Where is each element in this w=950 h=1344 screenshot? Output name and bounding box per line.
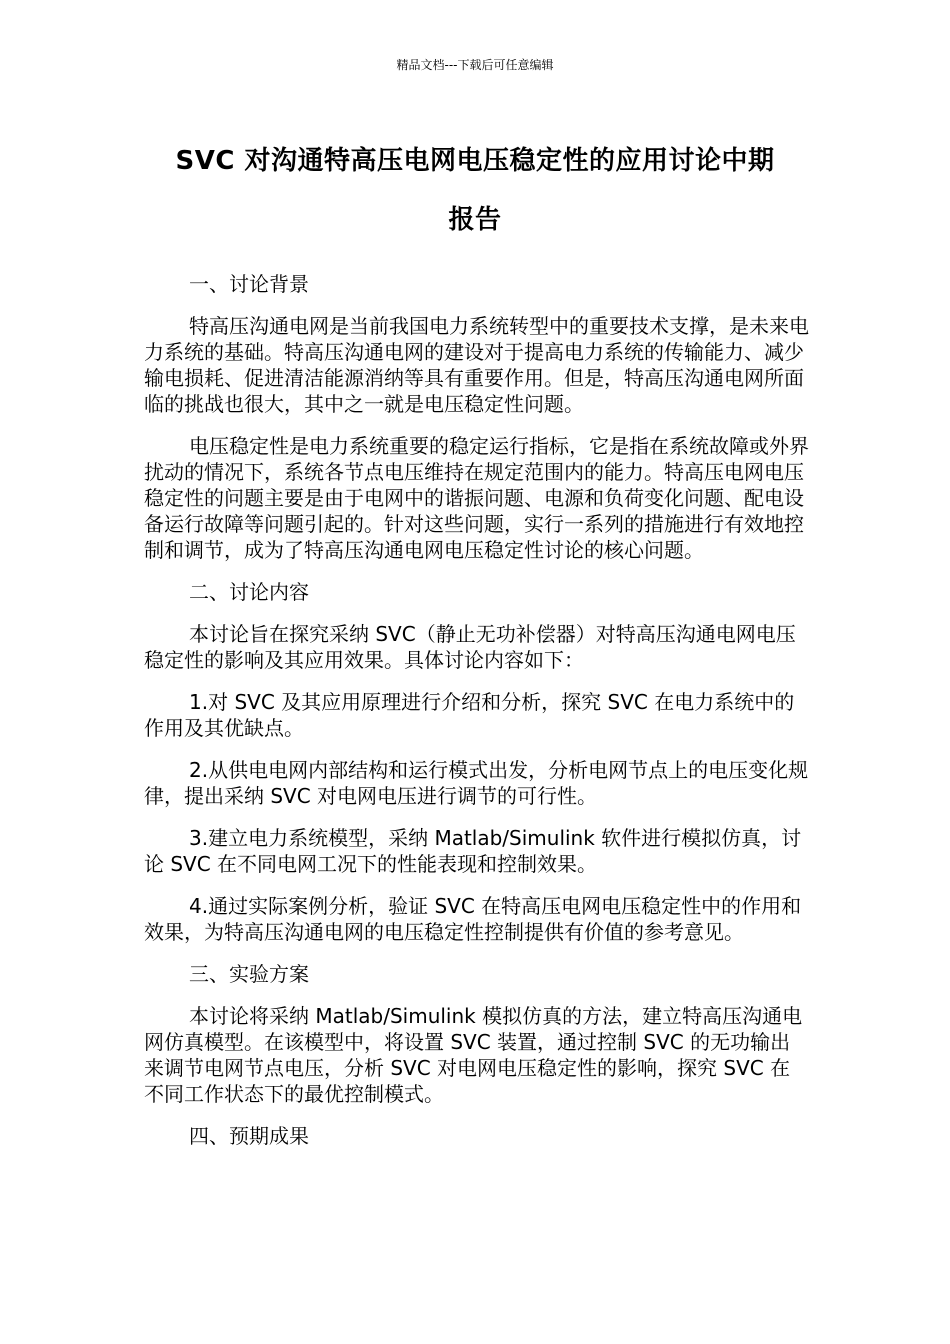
paragraph-content-intro: 本讨论旨在探究采纳 SVC（静止无功补偿器）对特高压沟通电网电压稳定性的影响及其应用效果。具体讨论内容如下： — [144, 622, 796, 672]
section-heading-background: 一、讨论背景 — [189, 272, 309, 296]
document-title — [140, 132, 810, 250]
document-body — [144, 271, 810, 1149]
paragraph-background-2: 电压稳定性是电力系统重要的稳定运行指标，它是指在系统故障或外界扰动的情况下，系统各节点电压维持在规定范围内的能力。特高压电网电压稳定性的问题主要是由于电网中的谐振问题、电源和负荷变化问题、配电设备运行故障等问题引起的。针对这些问题，实行一系列的措施进行有效地控制和调节，成为了特高压沟通电网电压稳定性讨论的核心问题。 — [144, 434, 809, 562]
paragraph-experiment-plan: 本讨论将采纳 Matlab/Simulink 模拟仿真的方法，建立特高压沟通电网仿真模型。在该模型中，将设置 SVC 装置，通过控制 SVC 的无功输出来调节电网节点电压，分析 SVC 对电网电压稳定性的影响，探究 SVC 在不同工作状态下的最优控制模式。 — [144, 1004, 803, 1106]
document-title-line-1: SVC 对沟通特高压电网电压稳定性的应用讨论中期 — [175, 146, 775, 176]
content-item-2: 2.从供电电网内部结构和运行模式出发，分析电网节点上的电压变化规律，提出采纳 SVC 对电网电压进行调节的可行性。 — [144, 758, 809, 808]
document-title-line-2: 报告 — [448, 205, 502, 235]
content-item-4: 4.通过实际案例分析，验证 SVC 在特高压电网电压稳定性中的作用和效果，为特高压沟通电网的电压稳定性控制提供有价值的参考意见。 — [144, 894, 802, 944]
paragraph-background-1: 特高压沟通电网是当前我国电力系统转型中的重要技术支撑，是未来电力系统的基础。特高压沟通电网的建设对于提高电力系统的传输能力、减少输电损耗、促进清洁能源消纳等具有重要作用。但是，特高压沟通电网所面临的挑战也很大，其中之一就是电压稳定性问题。 — [144, 314, 809, 416]
content-item-3: 3.建立电力系统模型，采纳 Matlab/Simulink 软件进行模拟仿真，讨论 SVC 在不同电网工况下的性能表现和控制效果。 — [144, 826, 802, 876]
section-heading-experiment: 三、实验方案 — [189, 962, 309, 986]
section-heading-expected-results: 四、预期成果 — [189, 1124, 309, 1148]
content-item-1: 1.对 SVC 及其应用原理进行介绍和分析，探究 SVC 在电力系统中的作用及其优缺点。 — [144, 690, 795, 740]
header-note: 精品文档---下载后可任意编辑 — [396, 58, 554, 72]
section-heading-content: 二、讨论内容 — [189, 580, 309, 604]
